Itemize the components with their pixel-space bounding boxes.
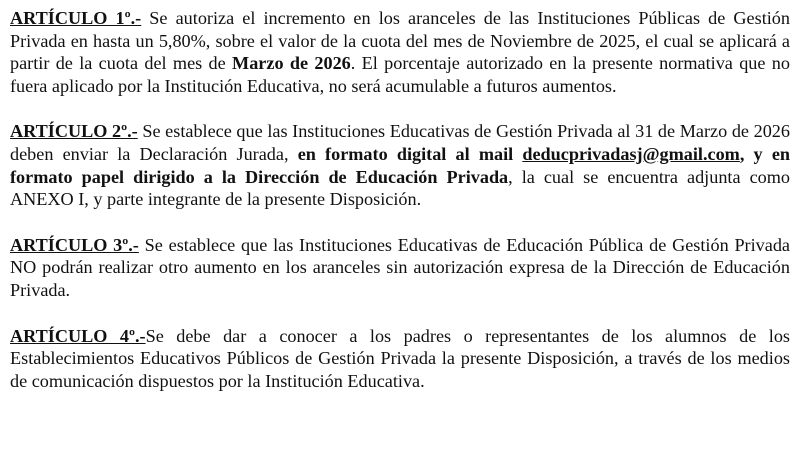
article-3-heading: ARTÍCULO 3º.- <box>10 234 139 255</box>
article-2 <box>10 120 790 210</box>
article-1-text: Se autoriza el incremento en los aranceles de las Instituciones Públicas de Gestión Privada en hasta un 5,80%, sobre el valor de la cuota del mes de Noviembre de 2025, el cual se aplicará a partir de la cuota del mes de <box>10 8 790 74</box>
article-2-paper-bold: , y en formato papel dirigido a la Dirección de Educación Privada <box>10 143 791 187</box>
article-2-text: Se establece que las Instituciones Educativas de Gestión Privada al 31 de Marzo de 2026 deben enviar la Declaración Jurada, <box>10 121 790 164</box>
article-1 <box>10 7 790 97</box>
article-4-text: Se debe dar a conocer a los padres o representantes de los alumnos de los Establecimientos Educativos Públicos de Gestión Privada la presente Disposición, a través de los medios de comunicación dispuestos por la Institución Educativa. <box>10 325 790 391</box>
article-1-text-end: . El porcentaje autorizado en la presente normativa que no fuera aplicado por la Institución Educativa, no será acumulable a futuros aumentos. <box>10 53 790 96</box>
article-4-heading: ARTÍCULO 4º.- <box>10 325 146 346</box>
article-3-text: Se establece que las Instituciones Educativas de Educación Pública de Gestión Privada NO podrán realizar otro aumento en los aranceles sin autorización expresa de la Dirección de Educación Privada. <box>10 234 790 300</box>
article-2-text-end: , la cual se encuentra adjunta como ANEXO I, y parte integrante de la presente Disposición. <box>10 166 790 210</box>
article-2-digital-bold: en formato digital al mail <box>297 143 514 164</box>
article-1-date-bold: Marzo de 2026 <box>232 53 351 74</box>
article-2-heading: ARTÍCULO 2º.- <box>10 121 138 142</box>
article-4 <box>10 325 790 393</box>
article-1-heading: ARTÍCULO 1º.- <box>10 8 142 28</box>
email-link[interactable]: deducprivadasj@gmail.com <box>522 143 740 164</box>
article-3 <box>10 234 790 302</box>
